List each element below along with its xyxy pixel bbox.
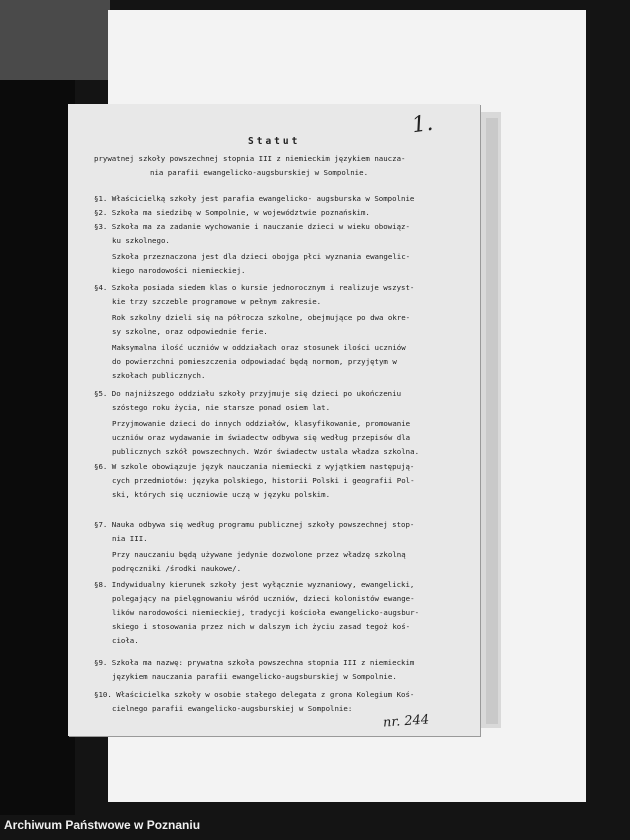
- document-line: nia parafii ewangelicko-augsburskiej w Sompolnie.: [150, 168, 369, 177]
- document-line: podręczniki /środki naukowe/.: [112, 564, 242, 573]
- document-line: §10. Właścicielka szkoły w osobie stałego delegata z grona Kolegium Koś-: [94, 690, 415, 699]
- document-line: §5. Do najniższego oddziału szkoły przyjmuje się dzieci po ukończeniu: [94, 389, 402, 398]
- document-line: polegający na pielęgnowaniu wśród uczniów, dzieci kolonistów ewange-: [112, 594, 415, 603]
- document-line: językiem nauczania parafii ewangelicko-augsburskiej w Sompolnie.: [112, 672, 397, 681]
- document-line: Przyjmowanie dzieci do innych oddziałów, klasyfikowanie, promowanie: [112, 419, 411, 428]
- document-line: §4. Szkoła posiada siedem klas o kursie jednorocznym i realizuje wszyst-: [94, 283, 415, 292]
- document-line: uczniów oraz wydawanie im świadectw odbywa się według przepisów dla: [112, 433, 411, 442]
- document-line: Przy nauczaniu będą używane jedynie dozwolone przez władzę szkolną: [112, 550, 406, 559]
- reference-mark: 1.: [410, 110, 435, 139]
- document-line: §3. Szkoła ma za zadanie wychowanie i nauczanie dzieci w wieku obowiąz-: [94, 222, 410, 231]
- document-line: ski, których się uczniowie uczą w języku polskim.: [112, 490, 331, 499]
- document-line: szóstego roku życia, nie starsze ponad osiem lat.: [112, 403, 331, 412]
- document-line: Szkoła przeznaczona jest dla dzieci obojga płci wyznania ewangelic-: [112, 252, 411, 261]
- document-line: kiego narodowości niemieckiej.: [112, 266, 246, 275]
- scan-edge-band: [0, 0, 110, 80]
- document-line: §2. Szkoła ma siedzibę w Sompolnie, w województwie poznańskim.: [94, 208, 370, 217]
- document-title: Statut: [248, 136, 301, 147]
- document-line: ku szkolnego.: [112, 236, 170, 245]
- document-line: kie trzy szczeble programowe w pełnym zakresie.: [112, 297, 322, 306]
- document-line: §1. Właścicielką szkoły jest parafia ewangelicko- augsburska w Sompolnie: [94, 194, 415, 203]
- document-line: §6. W szkole obowiązuje język nauczania niemiecki z wyjątkiem następują-: [94, 462, 415, 471]
- document-line: publicznych szkół powszechnych. Wzór świadectw ustala władza szkolna.: [112, 447, 420, 456]
- document-line: nia III.: [112, 534, 148, 543]
- document-line: skiego i stosowania przez nich w dalszym ich życiu zasad tegoż koś-: [112, 622, 411, 631]
- scan-edge-shadow: [0, 80, 75, 815]
- document-line: lików narodowości niemieckiej, tradycji kościoła ewangelicko-augsbur-: [112, 608, 420, 617]
- document-line: §7. Nauka odbywa się według programu publicznej szkoły powszechnej stop-: [94, 520, 415, 529]
- document-line: prywatnej szkoły powszechnej stopnia III z niemieckim językiem naucza-: [94, 154, 406, 163]
- document-line: do powierzchni pomieszczenia odpowiadać będą normom, przyjętym w: [112, 357, 397, 366]
- document-line: §9. Szkoła ma nazwę: prywatna szkoła powszechna stopnia III z niemieckim: [94, 658, 415, 667]
- document-line: sy szkolne, oraz odpowiednie ferie.: [112, 327, 268, 336]
- document-line: cych przedmiotów: języka polskiego, historii Polski i geografii Pol-: [112, 476, 415, 485]
- document-line: Maksymalna ilość uczniów w oddziałach oraz stosunek ilości uczniów: [112, 343, 406, 352]
- document-line: Rok szkolny dzieli się na półrocza szkolne, obejmujące po dwa okre-: [112, 313, 411, 322]
- handwritten-note: nr. 244: [382, 712, 430, 731]
- document-line: §8. Indywidualny kierunek szkoły jest wyłącznie wyznaniowy, ewangelicki,: [94, 580, 415, 589]
- archive-footer: Archiwum Państwowe w Poznaniu: [4, 818, 201, 832]
- document-line: cioła.: [112, 636, 139, 645]
- document-line: szkołach publicznych.: [112, 371, 206, 380]
- page-stack-edge-inner: [486, 118, 498, 724]
- document-line: cielnego parafii ewangelicko-augsburskiej w Sompolnie:: [112, 704, 353, 713]
